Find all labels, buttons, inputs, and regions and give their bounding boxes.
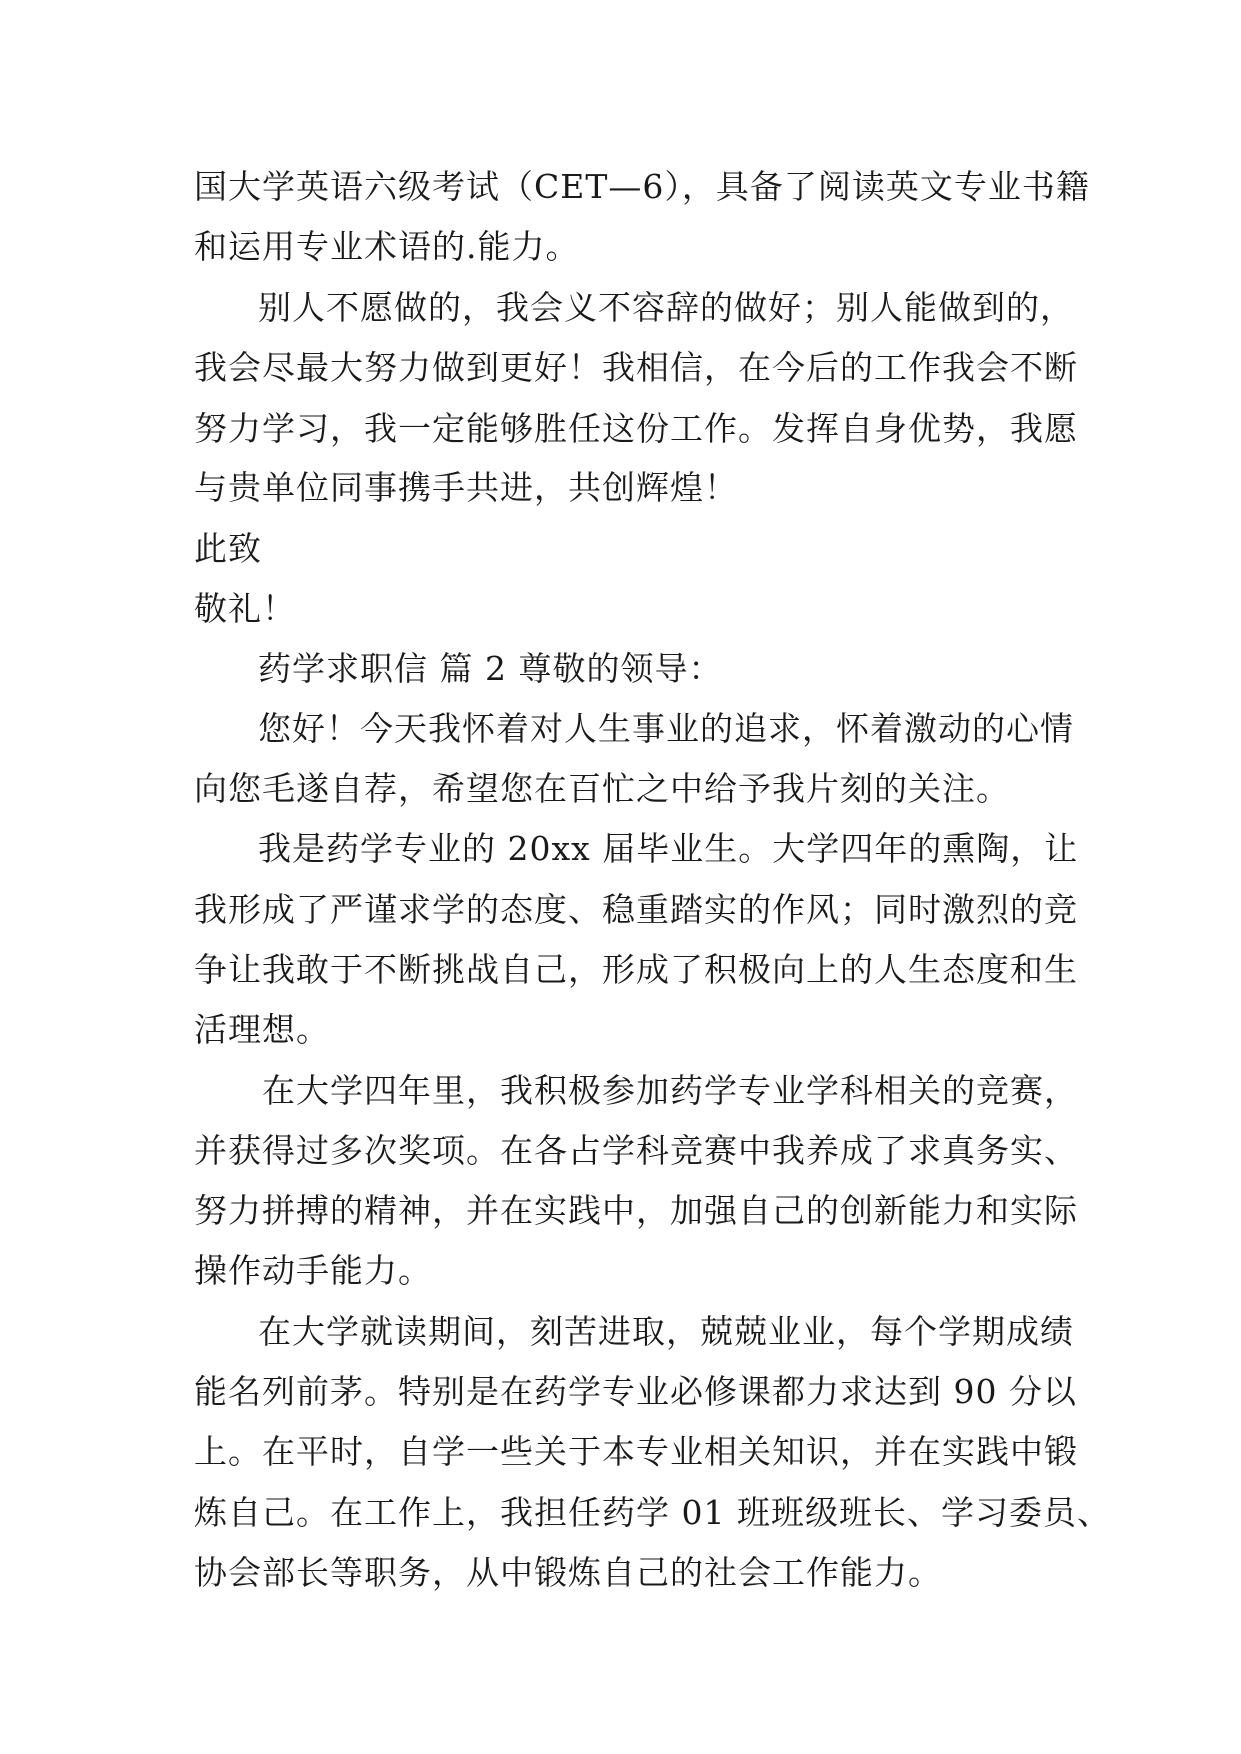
text-line: 我会尽最大努力做到更好！我相信，在今后的工作我会不断 (194, 348, 1078, 387)
text-line: 在大学就读期间，刻苦进取，兢兢业业，每个学期成绩 (258, 1312, 1074, 1351)
text-line: 和运用专业术语的.能力。 (194, 227, 580, 266)
text-line: 并获得过多次奖项。在各占学科竞赛中我养成了求真务实、 (194, 1131, 1078, 1170)
text-line: 向您毛遂自荐，希望您在百忙之中给予我片刻的关注。 (194, 769, 1010, 808)
text-line: 我是药学专业的 20xx 届毕业生。大学四年的熏陶，让 (258, 829, 1079, 868)
text-line: 能名列前茅。特别是在药学专业必修课都力求达到 90 分以 (194, 1372, 1077, 1411)
text-line: 活理想。 (194, 1010, 330, 1049)
text-line: 别人不愿做的，我会义不容辞的做好；别人能做到的， (258, 288, 1074, 327)
text-line: 我形成了严谨求学的态度、稳重踏实的作风；同时激烈的竞 (194, 890, 1078, 929)
text-line: 努力拼搏的精神，并在实践中，加强自己的创新能力和实际 (194, 1191, 1078, 1230)
text-line: 您好！今天我怀着对人生事业的追求，怀着激动的心情 (258, 709, 1074, 748)
section-heading-line: 药学求职信 篇 2 尊敬的领导： (258, 649, 723, 688)
text-line: 操作动手能力。 (194, 1251, 432, 1290)
text-line: 协会部长等职务，从中锻炼自己的社会工作能力。 (194, 1553, 942, 1592)
text-line: 炼自己。在工作上，我担任药学 01 班班级班长、学习委员、 (194, 1493, 1111, 1532)
salutation-line: 此致 (194, 529, 262, 568)
text-line: 与贵单位同事携手共进，共创辉煌！ (194, 468, 738, 507)
text-line: 努力学习，我一定能够胜任这份工作。发挥自身优势，我愿 (194, 409, 1078, 448)
text-line: 国大学英语六级考试（CET—6），具备了阅读英文专业书籍 (194, 167, 1090, 206)
text-line: 在大学四年里，我积极参加药学专业学科相关的竞赛， (262, 1071, 1078, 1110)
salutation-line: 敬礼！ (194, 589, 296, 628)
text-line: 上。在平时，自学一些关于本专业相关知识，并在实践中锻 (194, 1432, 1078, 1471)
text-line: 争让我敢于不断挑战自己，形成了积极向上的人生态度和生 (194, 950, 1078, 989)
